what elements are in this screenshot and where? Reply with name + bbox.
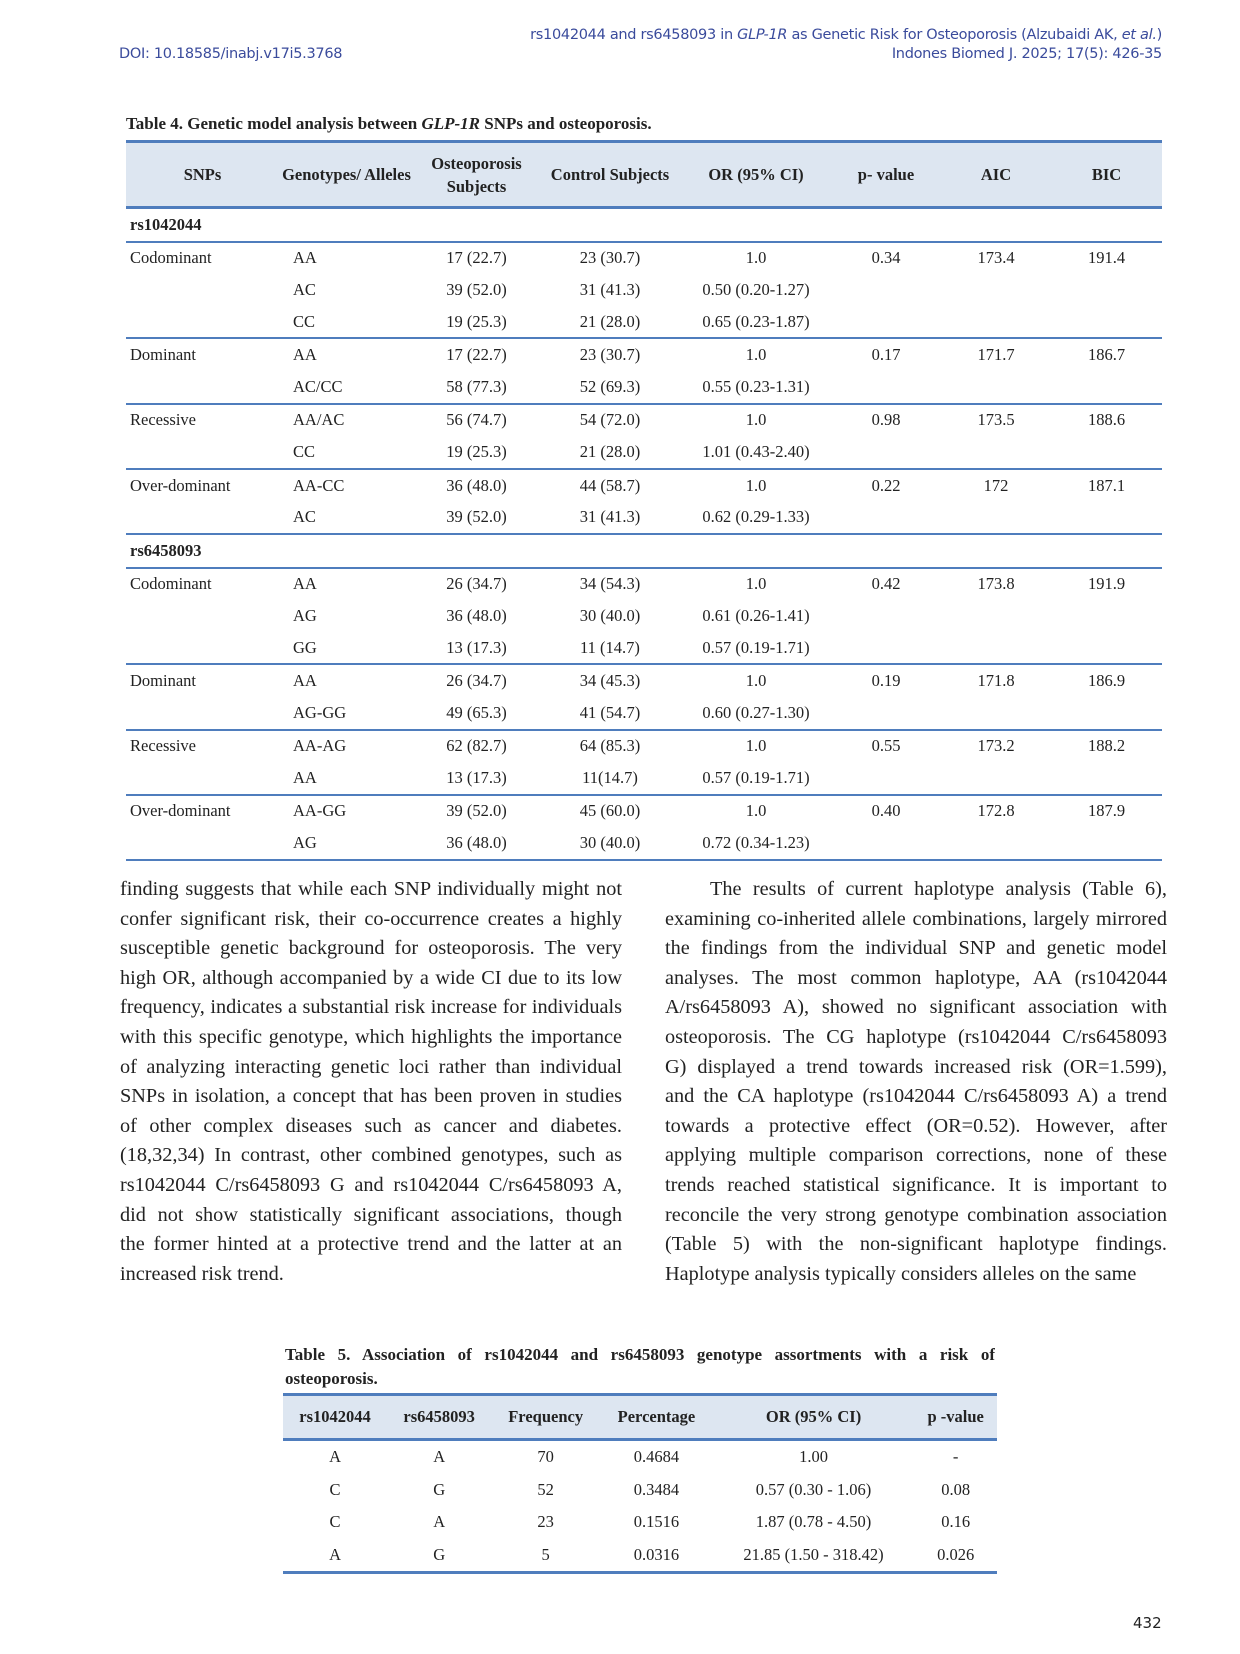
p-cell: 0.98 bbox=[831, 404, 941, 437]
model-cell: Recessive bbox=[126, 404, 279, 437]
table-row bbox=[126, 730, 1162, 763]
p-cell bbox=[831, 632, 941, 665]
text-line: confer significant risk, their co-occurrence creates a highly bbox=[120, 907, 622, 930]
running-title-text: as Genetic Risk for Osteoporosis (Alzubaidi AK, bbox=[787, 27, 1122, 43]
table4-header-row bbox=[126, 142, 1162, 208]
table-row bbox=[126, 762, 1162, 795]
or-cell: 0.57 (0.19-1.71) bbox=[702, 637, 810, 657]
control-cell: 34 (54.3) bbox=[539, 568, 681, 601]
model-cell: Over-dominant bbox=[126, 795, 279, 828]
genotype-cell: AA bbox=[279, 338, 414, 371]
osteoporosis-cell: 49 (65.3) bbox=[446, 702, 507, 722]
p-cell bbox=[831, 827, 941, 860]
aic-cell: 172.8 bbox=[941, 795, 1051, 828]
genotype-cell: AA-GG bbox=[279, 795, 414, 828]
osteoporosis-cell: 13 (17.3) bbox=[446, 637, 507, 657]
table5-cell: 0.4684 bbox=[633, 1447, 680, 1467]
or-cell: 1.0 bbox=[681, 664, 831, 697]
bic-cell: 187.1 bbox=[1051, 469, 1162, 502]
text-line: towards a protective effect (OR=0.52). However, after bbox=[665, 1114, 1167, 1137]
model-cell bbox=[126, 371, 279, 404]
bic-cell: 186.9 bbox=[1051, 664, 1162, 697]
or-cell: 0.55 (0.23-1.31) bbox=[702, 376, 810, 396]
table5-body bbox=[283, 1440, 997, 1573]
table4-header-cell: OR (95% CI) bbox=[681, 142, 831, 208]
caption-text: SNPs and osteoporosis. bbox=[480, 114, 652, 133]
table4-caption bbox=[126, 114, 652, 134]
osteoporosis-cell: 62 (82.7) bbox=[414, 730, 539, 763]
bic-cell bbox=[1051, 600, 1162, 632]
model-cell bbox=[126, 436, 279, 469]
aic-cell bbox=[941, 436, 1051, 469]
table4-header-cell: Control Subjects bbox=[539, 142, 681, 208]
bic-cell bbox=[1051, 501, 1162, 534]
bic-cell bbox=[1051, 371, 1162, 404]
p-cell bbox=[831, 501, 941, 534]
running-title-text: rs1042044 and rs6458093 in bbox=[530, 27, 738, 43]
model-cell: Dominant bbox=[126, 664, 279, 697]
model-cell bbox=[126, 762, 279, 795]
osteoporosis-cell: 39 (52.0) bbox=[446, 279, 507, 299]
p-cell: 0.42 bbox=[831, 568, 941, 601]
p-cell: 0.55 bbox=[831, 730, 941, 763]
table5-cell: 0.57 (0.30 - 1.06) bbox=[755, 1479, 872, 1499]
snp-label: rs1042044 bbox=[126, 208, 1162, 242]
bic-cell: 188.2 bbox=[1051, 730, 1162, 763]
genotype-cell: AA bbox=[293, 767, 317, 787]
model-cell: Over-dominant bbox=[126, 469, 279, 502]
bic-cell: 187.9 bbox=[1051, 795, 1162, 828]
table5-header-cell: OR (95% CI) bbox=[713, 1395, 914, 1440]
control-cell: 21 (28.0) bbox=[579, 441, 641, 461]
model-cell: Recessive bbox=[126, 730, 279, 763]
text-line: A/rs6458093 A), showed no significant association with bbox=[665, 996, 1167, 1019]
or-cell: 1.0 bbox=[681, 469, 831, 502]
model-cell bbox=[126, 274, 279, 306]
genotype-cell: AG bbox=[279, 827, 414, 860]
or-cell: 1.0 bbox=[681, 404, 831, 437]
aic-cell: 172 bbox=[941, 469, 1051, 502]
table5-cell: - bbox=[952, 1447, 959, 1467]
table-row bbox=[126, 274, 1162, 306]
aic-cell bbox=[941, 274, 1051, 306]
table5-cell: 52 bbox=[537, 1479, 554, 1499]
text-line: (Table 5) with the non-significant haplotype findings. bbox=[665, 1233, 1167, 1256]
or-cell: 0.72 (0.34-1.23) bbox=[681, 827, 831, 860]
text-line: susceptible genetic background for osteoporosis. The very bbox=[120, 937, 622, 960]
genotype-cell: CC bbox=[293, 311, 316, 331]
control-cell: 21 (28.0) bbox=[579, 311, 641, 331]
table4-header-cell: SNPs bbox=[126, 142, 279, 208]
text-line: frequency, indicates a substantial risk increase for individuals bbox=[120, 996, 622, 1019]
osteoporosis-cell: 17 (22.7) bbox=[414, 242, 539, 275]
or-cell: 1.0 bbox=[681, 730, 831, 763]
aic-cell bbox=[941, 632, 1051, 665]
aic-cell: 171.7 bbox=[941, 338, 1051, 371]
p-cell bbox=[831, 436, 941, 469]
model-cell: Codominant bbox=[126, 242, 279, 275]
table5-cell: A bbox=[283, 1539, 387, 1573]
bic-cell bbox=[1051, 436, 1162, 469]
genotype-cell: CC bbox=[293, 441, 316, 461]
table5-header-cell: Percentage bbox=[600, 1395, 713, 1440]
table4-header-cell: p- value bbox=[831, 142, 941, 208]
p-cell: 0.22 bbox=[831, 469, 941, 502]
or-cell: 1.0 bbox=[681, 795, 831, 828]
bic-cell bbox=[1051, 632, 1162, 665]
genotype-cell: AA bbox=[279, 242, 414, 275]
osteoporosis-cell: 19 (25.3) bbox=[446, 311, 507, 331]
model-cell: Dominant bbox=[126, 338, 279, 371]
page-number: 432 bbox=[1133, 1614, 1162, 1632]
osteoporosis-cell: 39 (52.0) bbox=[446, 507, 507, 527]
table-row bbox=[126, 501, 1162, 534]
table5-header-cell: rs6458093 bbox=[387, 1395, 491, 1440]
text-line: Haplotype analysis typically considers alleles on the same bbox=[665, 1262, 1137, 1285]
aic-cell bbox=[941, 697, 1051, 730]
table5-cell: 21.85 (1.50 - 318.42) bbox=[713, 1539, 914, 1573]
bic-cell bbox=[1051, 762, 1162, 795]
osteoporosis-cell: 36 (48.0) bbox=[414, 827, 539, 860]
table-row bbox=[126, 664, 1162, 697]
control-cell: 23 (30.7) bbox=[539, 338, 681, 371]
p-cell: 0.34 bbox=[831, 242, 941, 275]
text-line: with this specific genotype, which highlights the importance bbox=[120, 1025, 622, 1048]
table5 bbox=[283, 1393, 997, 1574]
running-title-gene: GLP-1R bbox=[737, 27, 788, 43]
aic-cell bbox=[941, 827, 1051, 860]
running-title-text: ) bbox=[1156, 27, 1162, 43]
osteoporosis-cell: 26 (34.7) bbox=[414, 664, 539, 697]
or-cell: 0.50 (0.20-1.27) bbox=[702, 279, 810, 299]
caption-gene: GLP-1R bbox=[421, 114, 480, 133]
text-line: G) displayed a trend towards increased risk (OR=1.599), bbox=[665, 1055, 1167, 1078]
table-row bbox=[126, 827, 1162, 860]
table5-cell: A bbox=[433, 1512, 446, 1532]
table5-header-cell: Frequency bbox=[491, 1395, 600, 1440]
control-cell: 52 (69.3) bbox=[579, 376, 641, 396]
or-cell: 0.60 (0.27-1.30) bbox=[702, 702, 810, 722]
model-cell bbox=[126, 306, 279, 339]
genotype-cell: AG-GG bbox=[293, 702, 347, 722]
genotype-cell: AA-CC bbox=[279, 469, 414, 502]
table-row bbox=[283, 1506, 997, 1539]
aic-cell bbox=[941, 501, 1051, 534]
table5-cell: 0.3484 bbox=[633, 1479, 680, 1499]
table-row bbox=[126, 242, 1162, 275]
control-cell: 41 (54.7) bbox=[579, 702, 641, 722]
or-cell: 1.01 (0.43-2.40) bbox=[702, 441, 810, 461]
osteoporosis-cell: 36 (48.0) bbox=[414, 469, 539, 502]
aic-cell: 173.2 bbox=[941, 730, 1051, 763]
table-row bbox=[126, 338, 1162, 371]
table-row bbox=[283, 1440, 997, 1474]
aic-cell: 173.4 bbox=[941, 242, 1051, 275]
text-line: reconcile the very strong genotype combination association bbox=[665, 1203, 1167, 1226]
table5-cell: A bbox=[329, 1447, 342, 1467]
aic-cell: 173.5 bbox=[941, 404, 1051, 437]
control-cell: 44 (58.7) bbox=[539, 469, 681, 502]
table4 bbox=[126, 140, 1162, 861]
table5-cell: 0.16 bbox=[941, 1512, 971, 1532]
control-cell: 45 (60.0) bbox=[539, 795, 681, 828]
table5-header-cell: rs1042044 bbox=[283, 1395, 387, 1440]
text-line: (18,32,34) In contrast, other combined genotypes, such as bbox=[120, 1144, 622, 1167]
table-row bbox=[126, 632, 1162, 665]
control-cell: 34 (45.3) bbox=[539, 664, 681, 697]
bic-cell bbox=[1051, 306, 1162, 339]
table-row bbox=[126, 795, 1162, 828]
model-cell bbox=[126, 600, 279, 632]
table-row bbox=[126, 469, 1162, 502]
table-row bbox=[126, 600, 1162, 632]
bic-cell: 191.4 bbox=[1051, 242, 1162, 275]
genotype-cell: AG bbox=[293, 605, 317, 625]
genotype-cell: AC bbox=[293, 279, 316, 299]
or-cell: 1.0 bbox=[681, 568, 831, 601]
table5-cell: 5 bbox=[491, 1539, 600, 1573]
text-line: did not show statistically significant associations, though bbox=[120, 1203, 622, 1226]
table5-cell: 0.08 bbox=[941, 1479, 971, 1499]
bic-cell bbox=[1051, 697, 1162, 730]
text-line: increased risk trend. bbox=[120, 1262, 284, 1285]
body-left-column bbox=[120, 875, 622, 1289]
table5-cell: C bbox=[329, 1512, 341, 1532]
table-row bbox=[126, 697, 1162, 730]
text-line: the findings from the individual SNP and genetic model bbox=[665, 937, 1167, 960]
running-title-etal: et al. bbox=[1121, 27, 1157, 43]
control-cell: 30 (40.0) bbox=[579, 605, 641, 625]
table-row bbox=[126, 371, 1162, 404]
osteoporosis-cell: 56 (74.7) bbox=[414, 404, 539, 437]
genotype-cell: AA bbox=[279, 664, 414, 697]
bic-cell: 188.6 bbox=[1051, 404, 1162, 437]
osteoporosis-cell: 39 (52.0) bbox=[414, 795, 539, 828]
genotype-cell: AC/CC bbox=[293, 376, 343, 396]
text-line: applying multiple comparison corrections, none of these bbox=[665, 1144, 1167, 1167]
bic-cell bbox=[1051, 274, 1162, 306]
bic-cell: 186.7 bbox=[1051, 338, 1162, 371]
osteoporosis-cell: 17 (22.7) bbox=[414, 338, 539, 371]
text-line: finding suggests that while each SNP individually might not bbox=[120, 878, 622, 900]
table-row bbox=[126, 404, 1162, 437]
table5-cell: G bbox=[433, 1479, 446, 1499]
genotype-cell: AA bbox=[279, 568, 414, 601]
model-cell bbox=[126, 632, 279, 665]
table4-header-cell: Osteoporosis Subjects bbox=[414, 142, 539, 208]
caption-line: osteoporosis. bbox=[285, 1369, 378, 1388]
genotype-cell: GG bbox=[293, 637, 317, 657]
caption-text: Table 4. Genetic model analysis between bbox=[126, 114, 422, 133]
table-row bbox=[283, 1474, 997, 1507]
aic-cell: 173.8 bbox=[941, 568, 1051, 601]
model-cell bbox=[126, 501, 279, 534]
table-row bbox=[283, 1539, 997, 1573]
p-cell bbox=[831, 600, 941, 632]
body-right-column bbox=[665, 875, 1167, 1289]
table5-cell: 1.87 (0.78 - 4.50) bbox=[755, 1512, 872, 1532]
table5-cell: G bbox=[387, 1539, 491, 1573]
table5-cell: 70 bbox=[537, 1447, 554, 1467]
doi[interactable]: DOI: 10.18585/inabj.v17i5.3768 bbox=[119, 46, 343, 62]
table4-header-cell: Genotypes/ Alleles bbox=[279, 142, 414, 208]
p-cell: 0.19 bbox=[831, 664, 941, 697]
table5-cell: 0.1516 bbox=[633, 1512, 680, 1532]
caption-line: Table 5. Association of rs1042044 and rs6458093 genotype assortments with a risk of bbox=[285, 1345, 995, 1364]
control-cell: 23 (30.7) bbox=[539, 242, 681, 275]
table5-caption bbox=[285, 1343, 995, 1391]
text-line: osteoporosis. The CG haplotype (rs1042044 C/rs6458093 bbox=[665, 1025, 1167, 1048]
genotype-cell: AA-AG bbox=[279, 730, 414, 763]
text-line: examining co-inherited allele combinations, largely mirrored bbox=[665, 907, 1167, 930]
or-cell: 0.57 (0.19-1.71) bbox=[702, 767, 810, 787]
bic-cell: 191.9 bbox=[1051, 568, 1162, 601]
p-cell bbox=[831, 697, 941, 730]
control-cell: 64 (85.3) bbox=[539, 730, 681, 763]
snp-label: rs6458093 bbox=[126, 534, 1162, 568]
aic-cell: 171.8 bbox=[941, 664, 1051, 697]
text-line: The results of current haplotype analysis (Table 6), bbox=[710, 878, 1167, 900]
text-line: SNPs in isolation, a concept that has been proven in studies bbox=[120, 1085, 622, 1108]
model-cell bbox=[126, 827, 279, 860]
aic-cell bbox=[941, 306, 1051, 339]
control-cell: 31 (41.3) bbox=[579, 279, 641, 299]
aic-cell bbox=[941, 762, 1051, 795]
text-line: of analyzing interacting genetic loci rather than individual bbox=[120, 1055, 622, 1078]
table5-cell: 1.00 bbox=[799, 1447, 828, 1467]
table-row bbox=[126, 306, 1162, 339]
p-cell: 0.17 bbox=[831, 338, 941, 371]
table5-header-cell: p -value bbox=[914, 1395, 997, 1440]
aic-cell bbox=[941, 600, 1051, 632]
genotype-cell: AA/AC bbox=[279, 404, 414, 437]
table5-cell: C bbox=[329, 1479, 341, 1499]
table4-body bbox=[126, 208, 1162, 860]
table5-cell: 0.026 bbox=[914, 1539, 997, 1573]
snp-row bbox=[126, 534, 1162, 568]
aic-cell bbox=[941, 371, 1051, 404]
table5-header-row bbox=[283, 1395, 997, 1440]
p-cell bbox=[831, 762, 941, 795]
bic-cell bbox=[1051, 827, 1162, 860]
snp-row bbox=[126, 208, 1162, 242]
p-cell bbox=[831, 306, 941, 339]
running-title bbox=[530, 27, 1162, 44]
osteoporosis-cell: 58 (77.3) bbox=[446, 376, 507, 396]
control-cell: 54 (72.0) bbox=[539, 404, 681, 437]
or-cell: 0.61 (0.26-1.41) bbox=[702, 605, 810, 625]
table-row bbox=[126, 436, 1162, 469]
or-cell: 0.65 (0.23-1.87) bbox=[702, 311, 810, 331]
osteoporosis-cell: 13 (17.3) bbox=[446, 767, 507, 787]
text-line: analyses. The most common haplotype, AA (rs1042044 bbox=[665, 966, 1167, 989]
control-cell: 11 (14.7) bbox=[580, 637, 640, 657]
p-cell: 0.40 bbox=[831, 795, 941, 828]
model-cell bbox=[126, 697, 279, 730]
osteoporosis-cell: 19 (25.3) bbox=[446, 441, 507, 461]
osteoporosis-cell: 26 (34.7) bbox=[414, 568, 539, 601]
text-line: rs1042044 C/rs6458093 G and rs1042044 C/rs6458093 A, bbox=[120, 1173, 622, 1196]
table5-cell: A bbox=[433, 1447, 446, 1467]
table4-header-cell: AIC bbox=[941, 142, 1051, 208]
control-cell: 11(14.7) bbox=[582, 767, 638, 787]
p-cell bbox=[831, 274, 941, 306]
text-line: high OR, although accompanied by a wide CI due to its low bbox=[120, 966, 622, 989]
citation: Indones Biomed J. 2025; 17(5): 426-35 bbox=[891, 46, 1162, 62]
text-line: of other complex diseases such as cancer and diabetes. bbox=[120, 1114, 622, 1137]
or-cell: 1.0 bbox=[681, 242, 831, 275]
table4-header-cell: BIC bbox=[1051, 142, 1162, 208]
table5-cell: 0.0316 bbox=[600, 1539, 713, 1573]
genotype-cell: AC bbox=[293, 507, 316, 527]
text-line: the former hinted at a protective trend and the latter at an bbox=[120, 1233, 622, 1256]
text-line: trends reached statistical significance. It is important to bbox=[665, 1173, 1167, 1196]
model-cell: Codominant bbox=[126, 568, 279, 601]
table-row bbox=[126, 568, 1162, 601]
or-cell: 0.62 (0.29-1.33) bbox=[702, 507, 810, 527]
control-cell: 31 (41.3) bbox=[579, 507, 641, 527]
osteoporosis-cell: 36 (48.0) bbox=[446, 605, 507, 625]
or-cell: 1.0 bbox=[681, 338, 831, 371]
p-cell bbox=[831, 371, 941, 404]
table5-cell: 23 bbox=[537, 1512, 554, 1532]
text-line: and the CA haplotype (rs1042044 C/rs6458093 A) a trend bbox=[665, 1085, 1167, 1108]
control-cell: 30 (40.0) bbox=[539, 827, 681, 860]
